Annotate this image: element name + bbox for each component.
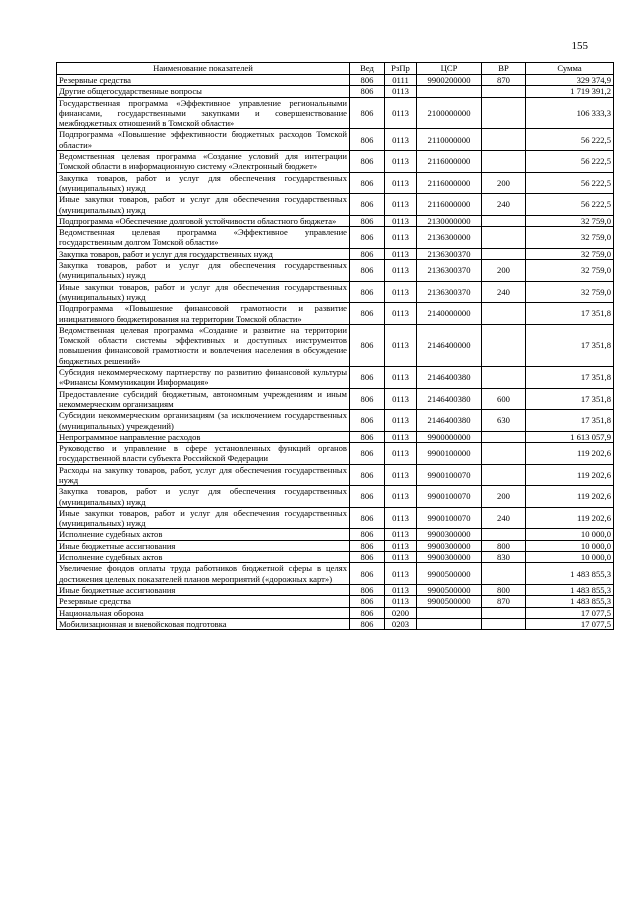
cell-csr: 9900100070 xyxy=(417,507,482,529)
cell-rzpr: 0113 xyxy=(385,248,417,259)
page-number: 155 xyxy=(571,40,588,52)
cell-name: Руководство и управление в сфере установленных функций органов государственной власти субъекта Российской Федерации xyxy=(57,443,350,465)
cell-ved: 806 xyxy=(350,563,385,585)
cell-vr: 800 xyxy=(482,540,526,551)
cell-sum: 17 351,8 xyxy=(526,367,614,389)
table-row xyxy=(57,367,614,389)
cell-ved: 806 xyxy=(350,75,385,86)
cell-vr: 870 xyxy=(482,596,526,607)
table-row xyxy=(57,248,614,259)
cell-vr xyxy=(482,227,526,249)
cell-ved: 806 xyxy=(350,529,385,540)
cell-sum: 56 222,5 xyxy=(526,151,614,173)
cell-sum: 10 000,0 xyxy=(526,552,614,563)
cell-rzpr: 0113 xyxy=(385,129,417,151)
cell-rzpr: 0113 xyxy=(385,431,417,442)
cell-csr: 9900100000 xyxy=(417,443,482,465)
cell-sum: 32 759,0 xyxy=(526,227,614,249)
cell-ved: 806 xyxy=(350,596,385,607)
cell-ved: 806 xyxy=(350,248,385,259)
cell-vr: 870 xyxy=(482,75,526,86)
cell-name: Ведомственная целевая программа «Эффективное управление государственным долгом Томской области» xyxy=(57,227,350,249)
cell-ved: 806 xyxy=(350,281,385,303)
cell-ved: 806 xyxy=(350,443,385,465)
cell-vr: 200 xyxy=(482,260,526,282)
cell-name: Закупка товаров, работ и услуг для обеспечения государственных (муниципальных) нужд xyxy=(57,172,350,194)
table-row xyxy=(57,410,614,432)
table-row xyxy=(57,584,614,595)
cell-sum: 32 759,0 xyxy=(526,215,614,226)
cell-vr xyxy=(482,607,526,618)
cell-vr: 600 xyxy=(482,388,526,410)
cell-sum: 17 351,8 xyxy=(526,410,614,432)
cell-rzpr: 0113 xyxy=(385,596,417,607)
cell-name: Резервные средства xyxy=(57,596,350,607)
cell-rzpr: 0113 xyxy=(385,324,417,366)
cell-csr: 9900200000 xyxy=(417,75,482,86)
cell-csr: 2146400380 xyxy=(417,367,482,389)
cell-rzpr: 0113 xyxy=(385,443,417,465)
cell-sum: 32 759,0 xyxy=(526,260,614,282)
cell-sum: 32 759,0 xyxy=(526,281,614,303)
cell-name: Иные бюджетные ассигнования xyxy=(57,584,350,595)
cell-ved: 806 xyxy=(350,607,385,618)
table-row xyxy=(57,464,614,486)
cell-ved: 806 xyxy=(350,303,385,325)
cell-rzpr: 0113 xyxy=(385,172,417,194)
cell-ved: 806 xyxy=(350,618,385,629)
cell-ved: 806 xyxy=(350,194,385,216)
table-row xyxy=(57,596,614,607)
cell-sum: 17 351,8 xyxy=(526,303,614,325)
cell-csr: 2136300370 xyxy=(417,260,482,282)
cell-csr: 9900500000 xyxy=(417,584,482,595)
cell-csr: 9900300000 xyxy=(417,529,482,540)
table-row xyxy=(57,129,614,151)
cell-vr: 240 xyxy=(482,281,526,303)
cell-sum: 56 222,5 xyxy=(526,194,614,216)
cell-name: Расходы на закупку товаров, работ, услуг для обеспечения государственных нужд xyxy=(57,464,350,486)
cell-vr xyxy=(482,431,526,442)
cell-vr xyxy=(482,324,526,366)
cell-csr: 2116000000 xyxy=(417,151,482,173)
cell-rzpr: 0113 xyxy=(385,464,417,486)
table-row xyxy=(57,260,614,282)
cell-csr: 9900300000 xyxy=(417,540,482,551)
cell-vr: 200 xyxy=(482,172,526,194)
cell-sum: 329 374,9 xyxy=(526,75,614,86)
column-header-csr: ЦСР xyxy=(417,63,482,75)
cell-name: Подпрограмма «Повышение эффективности бюджетных расходов Томской области» xyxy=(57,129,350,151)
cell-ved: 806 xyxy=(350,129,385,151)
cell-csr xyxy=(417,607,482,618)
cell-name: Исполнение судебных актов xyxy=(57,552,350,563)
cell-csr: 2130000000 xyxy=(417,215,482,226)
cell-ved: 806 xyxy=(350,215,385,226)
cell-vr xyxy=(482,443,526,465)
cell-name: Закупка товаров, работ и услуг для обеспечения государственных (муниципальных) нужд xyxy=(57,260,350,282)
cell-vr xyxy=(482,86,526,97)
cell-csr xyxy=(417,618,482,629)
cell-rzpr: 0113 xyxy=(385,563,417,585)
cell-vr xyxy=(482,529,526,540)
cell-ved: 806 xyxy=(350,86,385,97)
cell-rzpr: 0113 xyxy=(385,388,417,410)
cell-name: Закупка товаров, работ и услуг для обеспечения государственных (муниципальных) нужд xyxy=(57,486,350,508)
cell-rzpr: 0113 xyxy=(385,540,417,551)
cell-csr: 2136300000 xyxy=(417,227,482,249)
cell-rzpr: 0113 xyxy=(385,410,417,432)
cell-sum: 119 202,6 xyxy=(526,464,614,486)
table-header-row xyxy=(57,63,614,75)
table-row xyxy=(57,529,614,540)
cell-vr: 630 xyxy=(482,410,526,432)
table-row xyxy=(57,443,614,465)
column-header-name: Наименование показателей xyxy=(57,63,350,75)
cell-name: Ведомственная целевая программа «Создание и развитие на территории Томской области системы эффективных и доступных инструментов повышения финансовой грамотности и вовлечения населения в обсуждение бюджетных решений» xyxy=(57,324,350,366)
cell-sum: 56 222,5 xyxy=(526,129,614,151)
cell-sum: 32 759,0 xyxy=(526,248,614,259)
cell-name: Национальная оборона xyxy=(57,607,350,618)
cell-name: Иные закупки товаров, работ и услуг для обеспечения государственных (муниципальных) нужд xyxy=(57,507,350,529)
cell-csr: 2136300370 xyxy=(417,248,482,259)
cell-rzpr: 0113 xyxy=(385,584,417,595)
cell-ved: 806 xyxy=(350,552,385,563)
cell-name: Увеличение фондов оплаты труда работников бюджетной сферы в целях достижения целевых показателей планов мероприятий («дорожных карт») xyxy=(57,563,350,585)
cell-name: Иные закупки товаров, работ и услуг для обеспечения государственных (муниципальных) нужд xyxy=(57,281,350,303)
cell-csr: 9900500000 xyxy=(417,596,482,607)
cell-ved: 806 xyxy=(350,151,385,173)
cell-name: Непрограммное направление расходов xyxy=(57,431,350,442)
column-header-vr: ВР xyxy=(482,63,526,75)
cell-ved: 806 xyxy=(350,507,385,529)
cell-rzpr: 0113 xyxy=(385,552,417,563)
cell-sum: 10 000,0 xyxy=(526,529,614,540)
table-row xyxy=(57,303,614,325)
cell-vr: 830 xyxy=(482,552,526,563)
cell-name: Ведомственная целевая программа «Создание условий для интеграции Томской области в информационную систему «Электронный бюджет» xyxy=(57,151,350,173)
cell-ved: 806 xyxy=(350,172,385,194)
cell-sum: 119 202,6 xyxy=(526,507,614,529)
cell-ved: 806 xyxy=(350,324,385,366)
table-row xyxy=(57,607,614,618)
cell-ved: 806 xyxy=(350,97,385,129)
cell-sum: 1 483 855,3 xyxy=(526,584,614,595)
table-row xyxy=(57,227,614,249)
cell-name: Предоставление субсидий бюджетным, автономным учреждениям и иным некоммерческим организациям xyxy=(57,388,350,410)
cell-sum: 17 351,8 xyxy=(526,388,614,410)
cell-sum: 1 719 391,2 xyxy=(526,86,614,97)
cell-vr: 240 xyxy=(482,507,526,529)
cell-rzpr: 0113 xyxy=(385,260,417,282)
table-row xyxy=(57,540,614,551)
cell-rzpr: 0203 xyxy=(385,618,417,629)
cell-name: Подпрограмма «Обеспечение долговой устойчивости областного бюджета» xyxy=(57,215,350,226)
cell-vr xyxy=(482,129,526,151)
cell-vr xyxy=(482,367,526,389)
cell-csr: 2136300370 xyxy=(417,281,482,303)
cell-vr xyxy=(482,215,526,226)
cell-name: Иные закупки товаров, работ и услуг для обеспечения государственных (муниципальных) нужд xyxy=(57,194,350,216)
cell-name: Закупка товаров, работ и услуг для государственных нужд xyxy=(57,248,350,259)
cell-name: Исполнение судебных актов xyxy=(57,529,350,540)
table-row xyxy=(57,194,614,216)
cell-rzpr: 0113 xyxy=(385,303,417,325)
cell-rzpr: 0113 xyxy=(385,281,417,303)
cell-csr: 2116000000 xyxy=(417,194,482,216)
cell-csr: 2146400380 xyxy=(417,410,482,432)
cell-ved: 806 xyxy=(350,367,385,389)
cell-csr: 9900000000 xyxy=(417,431,482,442)
cell-sum: 1 483 855,3 xyxy=(526,596,614,607)
table-row xyxy=(57,552,614,563)
cell-sum: 10 000,0 xyxy=(526,540,614,551)
cell-csr: 2140000000 xyxy=(417,303,482,325)
cell-rzpr: 0113 xyxy=(385,86,417,97)
cell-rzpr: 0113 xyxy=(385,529,417,540)
table-row xyxy=(57,151,614,173)
table-body xyxy=(57,75,614,630)
cell-csr: 2116000000 xyxy=(417,172,482,194)
column-header-ved: Вед xyxy=(350,63,385,75)
cell-rzpr: 0200 xyxy=(385,607,417,618)
cell-sum: 56 222,5 xyxy=(526,172,614,194)
cell-ved: 806 xyxy=(350,227,385,249)
cell-vr xyxy=(482,563,526,585)
cell-rzpr: 0113 xyxy=(385,151,417,173)
cell-rzpr: 0113 xyxy=(385,367,417,389)
cell-csr: 2146400000 xyxy=(417,324,482,366)
cell-vr: 240 xyxy=(482,194,526,216)
cell-name: Мобилизационная и вневойсковая подготовка xyxy=(57,618,350,629)
cell-ved: 806 xyxy=(350,464,385,486)
cell-sum: 119 202,6 xyxy=(526,486,614,508)
cell-sum: 17 351,8 xyxy=(526,324,614,366)
cell-rzpr: 0113 xyxy=(385,227,417,249)
budget-table xyxy=(56,62,614,630)
cell-vr xyxy=(482,464,526,486)
cell-vr: 800 xyxy=(482,584,526,595)
cell-csr xyxy=(417,86,482,97)
cell-csr: 9900500000 xyxy=(417,563,482,585)
table-row xyxy=(57,563,614,585)
cell-csr: 2110000000 xyxy=(417,129,482,151)
table-row xyxy=(57,388,614,410)
cell-ved: 806 xyxy=(350,486,385,508)
table-row xyxy=(57,172,614,194)
cell-name: Государственная программа «Эффективное управление региональными финансами, государственными закупками и совершенствование межбюджетных отношений в Томской области» xyxy=(57,97,350,129)
cell-rzpr: 0111 xyxy=(385,75,417,86)
table-row xyxy=(57,618,614,629)
cell-name: Субсидии некоммерческим организациям (за исключением государственных (муниципальных) учреждений) xyxy=(57,410,350,432)
cell-name: Иные бюджетные ассигнования xyxy=(57,540,350,551)
cell-ved: 806 xyxy=(350,584,385,595)
column-header-rzpr: РзПр xyxy=(385,63,417,75)
cell-csr: 9900300000 xyxy=(417,552,482,563)
cell-name: Субсидия некоммерческому партнерству по развитию финансовой культуры «Финансы Коммуникации Информация» xyxy=(57,367,350,389)
cell-vr: 200 xyxy=(482,486,526,508)
cell-ved: 806 xyxy=(350,388,385,410)
table-row xyxy=(57,431,614,442)
table-row xyxy=(57,324,614,366)
cell-vr xyxy=(482,618,526,629)
cell-vr xyxy=(482,151,526,173)
column-header-sum: Сумма xyxy=(526,63,614,75)
table-row xyxy=(57,215,614,226)
cell-rzpr: 0113 xyxy=(385,486,417,508)
cell-csr: 2100000000 xyxy=(417,97,482,129)
cell-name: Резервные средства xyxy=(57,75,350,86)
table-row xyxy=(57,75,614,86)
table-row xyxy=(57,486,614,508)
cell-sum: 1 483 855,3 xyxy=(526,563,614,585)
cell-ved: 806 xyxy=(350,431,385,442)
cell-csr: 9900100070 xyxy=(417,464,482,486)
cell-csr: 9900100070 xyxy=(417,486,482,508)
table-row xyxy=(57,86,614,97)
cell-csr: 2146400380 xyxy=(417,388,482,410)
cell-rzpr: 0113 xyxy=(385,97,417,129)
cell-ved: 806 xyxy=(350,260,385,282)
cell-ved: 806 xyxy=(350,410,385,432)
cell-name: Подпрограмма «Повышение финансовой грамотности и развитие инициативного бюджетирования на территории Томской области» xyxy=(57,303,350,325)
cell-rzpr: 0113 xyxy=(385,194,417,216)
cell-sum: 17 077,5 xyxy=(526,618,614,629)
cell-name: Другие общегосударственные вопросы xyxy=(57,86,350,97)
cell-vr xyxy=(482,97,526,129)
table-row xyxy=(57,97,614,129)
table-row xyxy=(57,281,614,303)
cell-sum: 1 613 057,9 xyxy=(526,431,614,442)
cell-rzpr: 0113 xyxy=(385,215,417,226)
cell-sum: 106 333,3 xyxy=(526,97,614,129)
cell-vr xyxy=(482,303,526,325)
cell-sum: 17 077,5 xyxy=(526,607,614,618)
cell-ved: 806 xyxy=(350,540,385,551)
cell-sum: 119 202,6 xyxy=(526,443,614,465)
cell-rzpr: 0113 xyxy=(385,507,417,529)
table-row xyxy=(57,507,614,529)
cell-vr xyxy=(482,248,526,259)
